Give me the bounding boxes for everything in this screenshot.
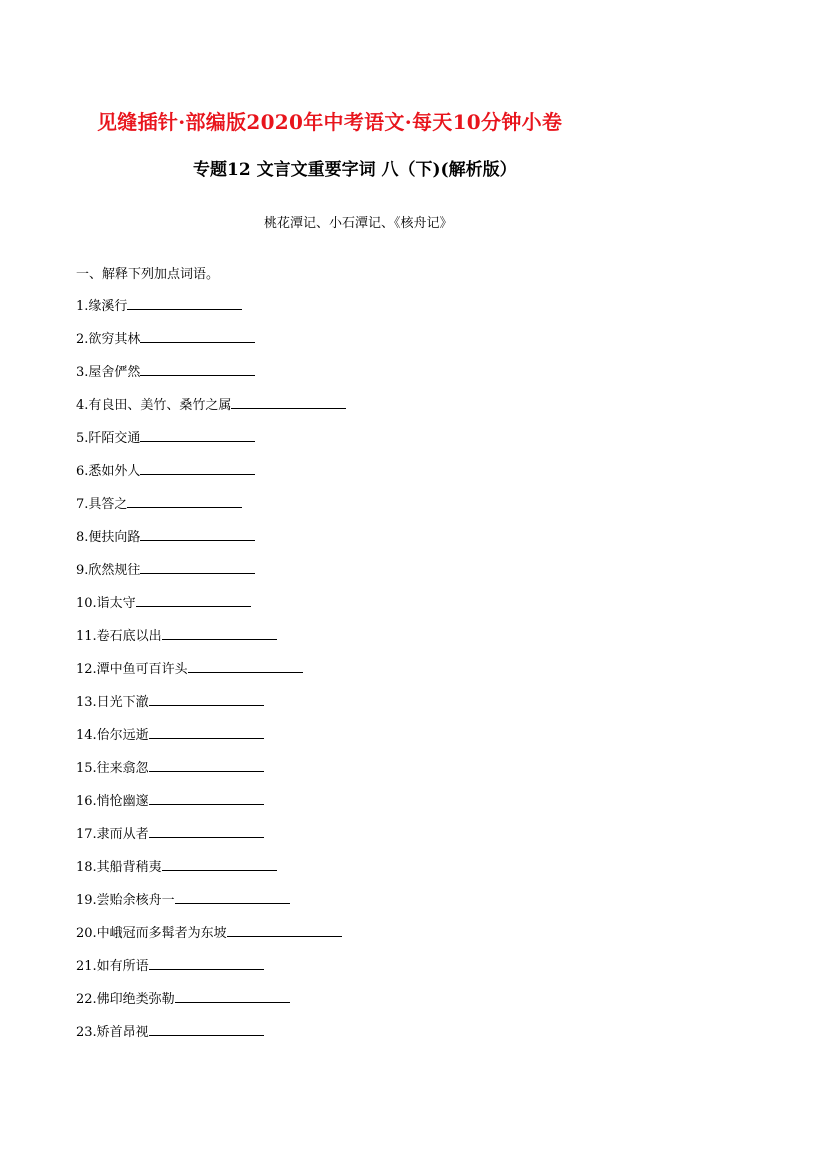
question-item: [76, 427, 255, 445]
question-item: [76, 592, 251, 610]
answer-blank: [162, 625, 277, 640]
question-text: 21.如有所语: [76, 959, 149, 974]
answer-blank: [140, 559, 255, 574]
question-item: [76, 955, 264, 973]
question-text: 1.缘溪行: [76, 299, 128, 314]
question-text: 2.欲穷其林: [76, 332, 141, 347]
question-text: 17.隶而从者: [76, 827, 149, 842]
answer-blank: [188, 658, 303, 673]
question-item: [76, 1021, 264, 1039]
question-text: 19.尝贻余核舟一: [76, 893, 175, 908]
question-text: 8.便扶向路: [76, 530, 141, 545]
answer-blank: [127, 493, 242, 508]
passage-list: 桃花潭记、小石潭记、《核舟记》: [264, 216, 453, 231]
answer-blank: [140, 328, 255, 343]
question-item: [76, 658, 303, 676]
question-item: [76, 493, 242, 511]
question-text: 4.有良田、美竹、桑竹之属: [76, 398, 232, 413]
answer-blank: [175, 889, 290, 904]
question-item: [76, 460, 255, 478]
question-item: [76, 856, 277, 874]
answer-blank: [231, 394, 346, 409]
answer-blank: [140, 361, 255, 376]
question-text: 11.卷石底以出: [76, 629, 162, 644]
answer-blank: [149, 823, 264, 838]
question-text: 15.往来翕忽: [76, 761, 149, 776]
answer-blank: [149, 790, 264, 805]
question-text: 3.屋舍俨然: [76, 365, 141, 380]
answer-blank: [140, 526, 255, 541]
question-text: 23.矫首昂视: [76, 1025, 149, 1040]
answer-blank: [175, 988, 290, 1003]
document-subtitle: 专题12 文言文重要字词 八（下)(解析版）: [193, 160, 517, 180]
section-heading: 一、解释下列加点词语。: [76, 267, 220, 282]
answer-blank: [149, 757, 264, 772]
question-text: 18.其船背稍夷: [76, 860, 162, 875]
question-item: [76, 625, 277, 643]
question-text: 22.佛印绝类弥勒: [76, 992, 175, 1007]
question-text: 14.佁尔远逝: [76, 728, 149, 743]
question-item: [76, 724, 264, 742]
question-item: [76, 361, 255, 379]
question-item: [76, 394, 346, 412]
question-text: 5.阡陌交通: [76, 431, 141, 446]
question-text: 20.中峨冠而多髯者为东坡: [76, 926, 227, 941]
document-title: 见缝插针·部编版2020年中考语文·每天10分钟小卷: [97, 110, 563, 134]
answer-blank: [149, 1021, 264, 1036]
question-text: 6.悉如外人: [76, 464, 141, 479]
answer-blank: [149, 691, 264, 706]
question-text: 13.日光下澈: [76, 695, 149, 710]
question-text: 12.潭中鱼可百许头: [76, 662, 188, 677]
question-text: 16.悄怆幽邃: [76, 794, 149, 809]
question-item: [76, 691, 264, 709]
question-item: [76, 295, 242, 313]
question-item: [76, 526, 255, 544]
question-item: [76, 559, 255, 577]
answer-blank: [136, 592, 251, 607]
answer-blank: [149, 724, 264, 739]
question-item: [76, 889, 290, 907]
question-item: [76, 757, 264, 775]
question-item: [76, 823, 264, 841]
answer-blank: [227, 922, 342, 937]
answer-blank: [149, 955, 264, 970]
question-item: [76, 988, 290, 1006]
question-text: 7.具答之: [76, 497, 128, 512]
answer-blank: [127, 295, 242, 310]
question-item: [76, 790, 264, 808]
question-item: [76, 328, 255, 346]
answer-blank: [140, 427, 255, 442]
question-item: [76, 922, 342, 940]
answer-blank: [140, 460, 255, 475]
question-text: 9.欣然规往: [76, 563, 141, 578]
answer-blank: [162, 856, 277, 871]
question-text: 10.诣太守: [76, 596, 136, 611]
